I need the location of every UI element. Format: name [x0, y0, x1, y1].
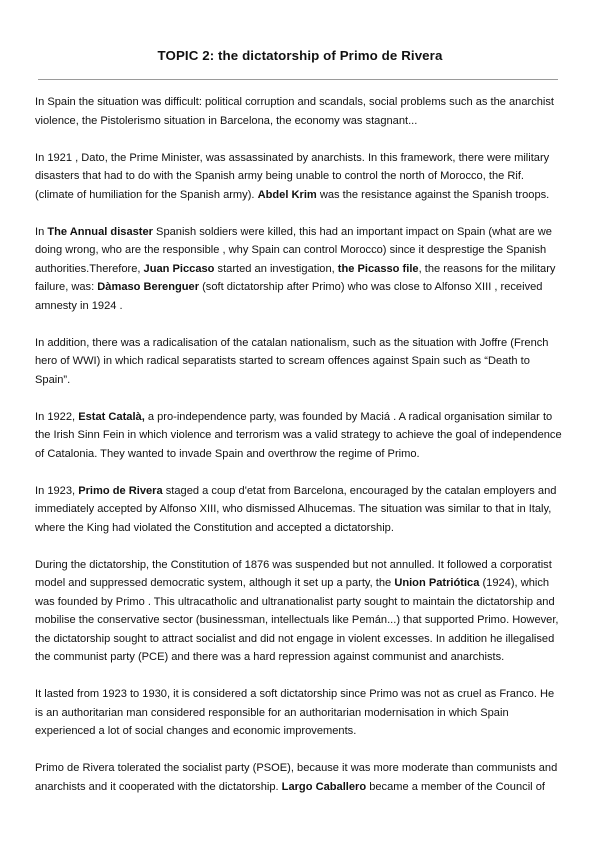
- paragraph-text: In 1923,: [35, 484, 79, 497]
- paragraph-8: [35, 685, 563, 741]
- paragraph-text: In 1922,: [35, 410, 79, 423]
- paragraph-6: [35, 482, 563, 538]
- paragraph-2: [35, 149, 563, 205]
- document-body: [35, 93, 563, 815]
- paragraph-text: It lasted from 1923 to 1930, it is considered a soft dictatorship since Primo was not as cruel as Franco. He is an authoritarian man considered responsible for an authoritarian modernisation in which Spain experienced a lot of social changes and economic improvements.: [35, 688, 555, 737]
- bold-term-estat-catala: Estat Català,: [78, 410, 145, 423]
- bold-term-largo-caballero: Largo Caballero: [281, 780, 367, 793]
- paragraph-text: Spanish soldiers were killed, this had an important impact on Spain (what are we doing wrong, who are the responsible , why Spain can control Morocco) since it desprestige the Spanish authorities.Therefore,: [35, 225, 552, 275]
- paragraph-text: was the resistance against the Spanish troops.: [316, 188, 550, 201]
- title-divider: [38, 79, 558, 80]
- paragraph-1: [35, 93, 563, 130]
- bold-term-juan-piccaso: Juan Piccaso: [143, 262, 215, 275]
- paragraph-text: Primo de Rivera tolerated the socialist party (PSOE), because it was more moderate than communists and anarchists and it cooperated with the dictatorship.: [35, 762, 558, 793]
- paragraph-text: staged a coup d'etat from Barcelona, encouraged by the catalan employers and immediately accepted by Alfonso XIII, who dismissed Alhucemas. The situation was similar to that in Italy, where the King had violated the Constitution and accepted a dictatorship.: [35, 484, 557, 534]
- paragraph-text: , the reasons for the military failure, was:: [35, 262, 556, 293]
- paragraph-text: During the dictatorship, the Constitution of 1876 was suspended but not annulled. It followed a corporatist model and suppressed democratic system, although it set up a party, the: [35, 558, 552, 589]
- bold-term-primo-de-rivera: Primo de Rivera: [78, 484, 163, 497]
- paragraph-text: a pro-independence party, was founded by Maciá . A radical organisation similar to the Irish Sinn Fein in which violence and terrorism was a valid strategy to achieve the goal of independence of Catalonia. They wanted to invade Spain and overthrow the regime of Primo.: [35, 410, 562, 460]
- paragraph-9: [35, 759, 563, 796]
- paragraph-4: [35, 334, 563, 390]
- paragraph-7: [35, 556, 563, 667]
- paragraph-5: [35, 408, 563, 464]
- paragraph-text: (1924), which was founded by Primo . This ultracatholic and ultranationalist party sought to maintain the dictatorship and mobilise the conservative sector (businessman, intellectuals like Pemán...) that supported Primo. However, the dictatorship sought to attract socialist and did not engage in violent excesses. In addition he illegalised the communist party (PCE) and there was a hard repression against communist and anarchists.: [35, 577, 559, 663]
- paragraph-text: In 1921 , Dato, the Prime Minister, was assassinated by anarchists. In this framework, there were military disasters that had to do with the Spanish army being unable to control the north of Morocco, the Rif. (climate of humiliation for the Spanish army).: [35, 151, 550, 201]
- page-title: TOPIC 2: the dictatorship of Primo de Rivera: [157, 48, 443, 63]
- bold-term-abdel-krim: Abdel Krim: [257, 188, 317, 201]
- paragraph-text: (soft dictatorship after Primo) who was close to Alfonso XIII , received amnesty in 1924 .: [35, 281, 543, 312]
- paragraph-3: [35, 223, 563, 316]
- paragraph-text: In Spain the situation was difficult: political corruption and scandals, social problems such as the anarchist violence, the Pistolerismo situation in Barcelona, the economy was stagnant...: [35, 96, 555, 127]
- paragraph-text: started an investigation,: [214, 262, 338, 275]
- paragraph-text: In: [35, 225, 48, 238]
- bold-term-union-patriotica: Union Patriótica: [394, 577, 480, 589]
- bold-term-damaso-berenguer: Dàmaso Berenguer: [97, 281, 200, 293]
- bold-term-annual-disaster: The Annual disaster: [47, 225, 153, 238]
- paragraph-text: became a member of the Council of: [366, 780, 545, 793]
- bold-term-picasso-file: the Picasso file: [337, 262, 419, 275]
- paragraph-text: In addition, there was a radicalisation of the catalan nationalism, such as the situation with Joffre (French hero of WWI) in which radical separatists started to scream offences against Spain such as “Death to Spain”.: [35, 336, 549, 386]
